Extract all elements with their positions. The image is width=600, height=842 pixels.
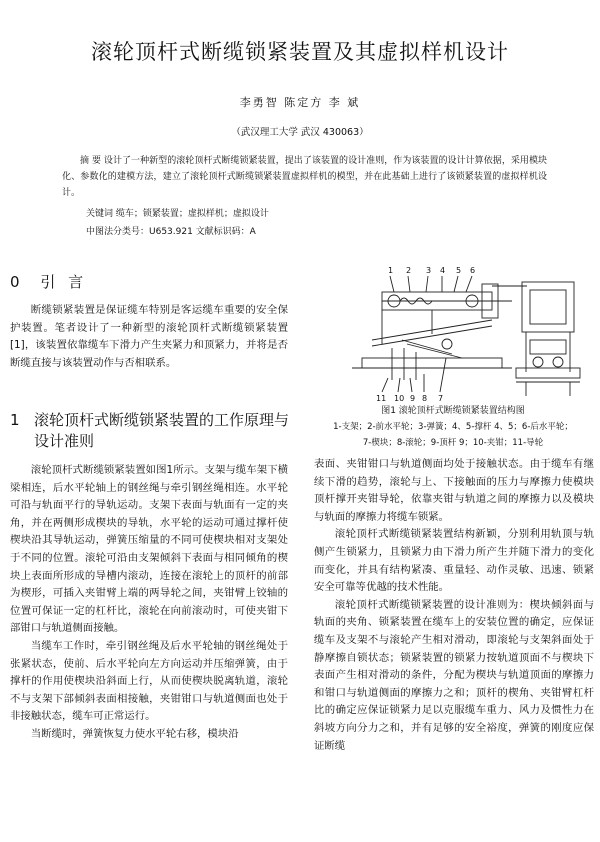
intro-paragraph: 断缆锁紧装置是保证缆车特别是客运缆车重要的安全保护装置。笔者设计了一种新型的滚轮顶杆式断缆锁紧装置[1]，该装置依靠缆车下滑力产生夹紧力和顶紧力，并将是否断缆直接与该装置动作与否相联系。 xyxy=(10,304,288,369)
figure-label: 3 xyxy=(426,266,432,275)
figure-label: 4 xyxy=(440,266,446,275)
right-paragraph: 滚轮顶杆式断缆锁紧装置结构新颖，分别利用轨顶与轨侧产生锁紧力，且锁紧力由下滑力所产生并随下滑力的变化而变化，并具有结构紧凑、重量轻、动作灵敏、迅速、锁紧安全可靠等优越的技术性能。 xyxy=(314,528,594,594)
figure-label: 10 xyxy=(394,394,405,402)
paper-title: 滚轮顶杆式断缆锁紧装置及其虚拟样机设计 xyxy=(91,40,509,64)
figure-label: 7 xyxy=(438,394,444,402)
keywords: 关键词 缆车；锁紧装置；虚拟样机；虚拟设计 xyxy=(86,209,269,219)
section-0-title: 引 言 xyxy=(40,273,88,291)
section-1-heading xyxy=(10,410,292,452)
abstract: 摘 要 设计了一种新型的滚轮顶杆式断缆锁紧装置，提出了该装置的设计准则，作为该装置的设计计算依据，采用模块化、参数化的建模方法，建立了滚轮顶杆式断缆锁紧装置虚拟样机的模型，并在此基础上进行了该锁紧装置的虚拟样机设计。 xyxy=(62,156,547,198)
figure-label: 9 xyxy=(410,394,416,402)
intro-text xyxy=(10,302,288,372)
figure-label: 11 xyxy=(376,394,387,402)
section-1-number: 1 xyxy=(10,411,20,429)
left-paragraph: 滚轮顶杆式断缆锁紧装置如图1所示。支架与缆车架下横梁相连，后水平轮轴上的钢丝绳与牵引钢丝绳相连。水平轮可沿与轨面平行的导轨运动。支架下表面与轨面有一定的夹角，并在两侧形成楔块的导轨，水平轮的运动可通过撑杆使楔块沿其导轨运动，弹簧压缩量的不同可使楔块相对支架处于不同的位置。滚轮可沿由支架倾斜下表面与相同倾角的楔块上表面所形成的导槽内滚动，连接在滚轮上的顶杆的前部为楔形，可插入夹钳臂上端的两导轮之间，夹钳臂上铰轴的位置可保证一定的杠杆比，滚轮在向前滚动时，可使夹钳下部钳口与轨道侧面接触。 xyxy=(10,464,288,635)
right-column-body xyxy=(314,456,594,842)
figure-caption: 图1 滚轮顶杆式断缆锁紧装置结构图 xyxy=(381,406,525,416)
figure-label: 2 xyxy=(406,266,412,275)
affiliation: （武汉理工大学 武汉 430063） xyxy=(231,127,369,138)
figure-legend-line-2: 7-楔块；8-滚轮；9-顶杆 9；10-夹钳；11-导轮 xyxy=(362,438,544,448)
figure-1 xyxy=(312,262,594,402)
classification: 中图法分类号：U653.921 文献标识码：A xyxy=(86,227,256,237)
figure-label: 6 xyxy=(470,266,476,275)
section-0-number: 0 xyxy=(10,273,20,291)
right-paragraph: 滚轮顶杆式断缆锁紧装置的设计准则为：楔块倾斜面与轨面的夹角、锁紧装置在缆车上的安装位置的确定，应保证缆车及支架不与滚轮产生相对滑动，即滚轮与支架斜面处于静摩擦自锁状态；锁紧装置的锁紧力按轨道顶面不与楔块下表面产生相对滑动的条件，分配为楔块与轨道顶面的摩擦力和钳口与轨道侧面的摩擦力之和；顶杆的楔角、夹钳臂杠杆比的确定应保证锁紧力足以克服缆车重力、风力及惯性力在斜坡方向分力之和，并有足够的安全裕度，弹簧的刚度应保证断缆 xyxy=(314,598,594,752)
section-1-title: 滚轮顶杆式断缆锁紧装置的工作原理与设计准则 xyxy=(34,411,290,450)
right-paragraph: 表面、夹钳钳口与轨道侧面均处于接触状态。由于缆车有继续下滑的趋势，滚轮与上、下接触面的压力与摩擦力使模块顶杆撑开夹钳导轮，依靠夹钳与轨道之间的摩擦力以及模块与轨面的摩擦力将缆车锁紧。 xyxy=(314,458,594,523)
mechanism-drawing xyxy=(312,262,594,402)
section-0-heading xyxy=(10,272,87,293)
left-paragraph: 当断缆时，弹簧恢复力使水平轮右移，模块沿 xyxy=(30,727,239,740)
figure-label: 1 xyxy=(388,266,394,275)
figure-label: 5 xyxy=(456,266,462,275)
authors: 李勇智 陈定方 李 斌 xyxy=(239,96,361,109)
left-column-body xyxy=(10,462,288,842)
left-paragraph: 当缆车工作时，牵引钢丝绳及后水平轮轴的钢丝绳处于张紧状态，使前、后水平轮向左方向运动并压缩弹簧，由于撑杆的作用使楔块沿斜面上行，从而使楔块脱离轨道，滚轮不与支架下部倾斜表面相接触，夹钳钳口与轨道侧面也处于非接触状态，缆车可正常运行。 xyxy=(10,639,288,723)
figure-legend-line-1: 1-支架；2-前水平轮；3-弹簧；4、5-撑杆 4、5；6-后水平轮； xyxy=(333,422,573,432)
figure-label: 8 xyxy=(422,394,428,402)
